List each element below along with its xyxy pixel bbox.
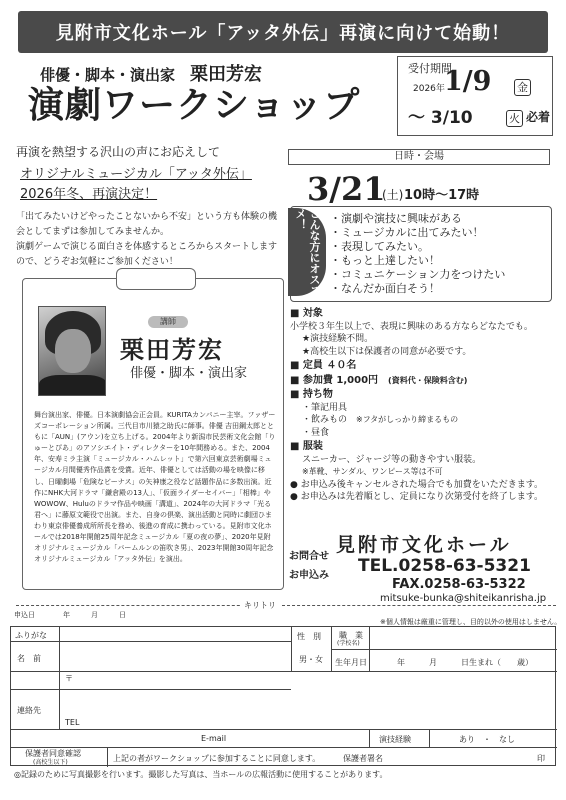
gender-options[interactable]: 男・女 <box>299 655 323 664</box>
recommend-list <box>330 212 505 296</box>
school-label: (学校名) <box>337 640 360 647</box>
postal-mark: 〒 <box>65 674 73 683</box>
cut-line <box>16 605 556 606</box>
subtitle-prefix: 俳優・脚本・演出家 <box>40 66 176 84</box>
fee-note: (資料代・保険料含む) <box>388 375 468 385</box>
contact-fax: FAX.0258-63-5322 <box>392 577 526 592</box>
clip-decoration <box>116 268 196 290</box>
bring-item: ・昼食 <box>302 427 330 438</box>
intro-body <box>16 210 284 270</box>
bring-item-note: ※フタがしっかり締まるもの <box>356 415 459 424</box>
subtitle-name: 栗田芳宏 <box>190 64 263 85</box>
event-time: 10時～17時 <box>404 188 480 203</box>
birth-label: 生年月日 <box>335 658 367 667</box>
contact-venue: 見附市文化ホール <box>336 534 512 556</box>
deadline-end: ～ 3/10 <box>408 108 473 128</box>
event-date: 3/21 <box>307 170 386 208</box>
recommend-item: ・なんだか面白そう！ <box>330 282 440 295</box>
birth-field[interactable]: 年 月 日生まれ（ 歳） <box>397 658 533 667</box>
apply-date: 申込日 年 月 日 <box>14 611 126 619</box>
venue-label: 日時・会場 <box>288 149 550 165</box>
cut-label: キリトリ <box>240 600 280 611</box>
intro-line-1: 再演を熱望する沢山の声にお応えして <box>16 145 221 159</box>
profile-name: 栗田芳宏 <box>120 336 224 364</box>
intro-line-5: 演劇ゲームで演じる面白さを体感するところからスタートしますので、どうぞお気軽にご参加ください！ <box>16 242 278 267</box>
clothes-text: スニーカー、ジャージ等の動きやすい服装。 <box>302 454 482 465</box>
recommend-item: ・もっと上達したい！ <box>330 254 440 267</box>
details-section <box>290 306 556 504</box>
privacy-note: ※個人情報は厳重に管理し、目的以外の使用はしません。 <box>380 618 562 626</box>
start-dow-badge: 金 <box>514 79 531 96</box>
deadline-label: 受付期間 <box>408 62 452 75</box>
bring-item-text: ・飲みもの <box>302 415 348 425</box>
clothes-heading: ■ 服装 <box>290 441 323 452</box>
clothes-note: ※革靴、サンダル、ワンピース等は不可 <box>302 467 443 476</box>
tel-label: TEL <box>65 718 80 727</box>
deadline-start: 1/9 <box>444 66 492 97</box>
target-note-1: ★演技経験不問。 <box>302 334 374 344</box>
recommend-tag: こんな方にオススメ！ <box>288 208 326 296</box>
application-form <box>10 626 556 766</box>
fee-text: ■ 参加費 1,000円 <box>290 374 379 386</box>
guardian-sub: (高校生以下) <box>33 759 68 766</box>
bring-item <box>290 414 556 427</box>
deadline-end-dow <box>506 107 523 127</box>
cancel-note: ● お申込み後キャンセルされた場合でも加費をいただきます。 <box>290 479 543 490</box>
contact-email[interactable]: mitsuke-bunka@shiteikanrisha.jp <box>380 593 547 604</box>
recommend-item: ・コミュニケーション力をつけたい <box>330 268 506 281</box>
fee <box>290 375 556 388</box>
target-heading: ■ 対象 <box>290 308 323 319</box>
contact-tel[interactable]: TEL.0258-63-5321 <box>358 556 531 576</box>
recommend-item: ・表現してみたい。 <box>330 240 429 253</box>
intro-line-2: オリジナルミュージカル「アッタ外伝」 <box>20 167 252 182</box>
profile-role: 俳優・脚本・演出家 <box>130 366 248 381</box>
address-label: 連絡先 <box>17 706 41 715</box>
bring-item: ・筆記用具 <box>302 402 348 413</box>
contact-label-inquiry: お問合せ <box>289 551 329 562</box>
email-label: E-mail <box>201 734 227 743</box>
end-dow-badge: 火 <box>506 110 523 127</box>
page-title: 演劇ワークショップ <box>28 85 361 126</box>
name-label: 名 前 <box>17 654 41 663</box>
header-banner: 見附市文化ホール「アッタ外伝」再演に向けて始動！ <box>18 11 548 53</box>
intro-line-3: 2026年冬、再演決定！ <box>20 187 158 202</box>
guardian-text: 上記の者がワークショップに参加することに同意します。 <box>113 754 321 763</box>
profile-bio: 舞台演出家、俳優。日本演劇協会正会員。KURITAカンパニー主宰。ファザーズコーポレーション所属。三代目市川猿之助氏に師事。俳優 吉田鋼太郎とともに「AUN」(アウン)を立ち上げる。2004年より新潟市民芸術文化会館「りゅーとぴあ」のアソシエイト・ディレクターを10年間務める。また、2004年、安寿ミラ主演「ミュージカル・ハムレット」で第六回東京芸術劇場ミュージカル月間優秀作品賞を受賞。近年、俳優としては活動の場を映像に移し、日曜劇場「危険なビーナス」の矢神康之役など話題作品に多数出演。近作にNHK大河ドラマ「鎌倉殿の13人」、「仮面ライダーセイバー」「相棒」や WOWOW、Huluのドラマ作品や映画「溝道」、2024年の大河ドラマ「光る君へ」に藤原文範役で出演。また、自身の倶楽、演出活動と同時に劇団ひまわり東京俳優養成所所長を務め、後進の育成に携わっている。見附市文化ホールでは2018年開館25周年記念ミュージカル「夏の夜の夢」、2020年見附オリジナルミュージカル「バームルンの笛吹き男」、2023年開館30周年記念オリジナルミュージカル「アッタ外伝」を演出。 <box>34 411 276 564</box>
target-note-2: ★高校生以下は保護者の同意が必要です。 <box>302 346 472 357</box>
footer-note: ◎記録のために写真撮影を行います。撮影した写真は、当ホールの広報活動に使用することがあります。 <box>14 770 388 779</box>
intro-line-4: 「出てみたいけどやったことないから不安」という方も体験の機会としてまずは参加してみませんか。 <box>16 212 278 237</box>
name-field[interactable] <box>63 643 289 669</box>
recommend-item: ・ミュージカルに出てみたい！ <box>330 226 484 239</box>
guardian-label: 保護者同意確認 <box>25 749 81 758</box>
profile-role-tag: 講師 <box>148 316 188 328</box>
recommend-item: ・演劇や演技に興味がある <box>330 212 462 225</box>
deadline-start-dow <box>514 76 531 96</box>
gender-label: 性 別 <box>297 632 321 641</box>
experience-label: 演技経験 <box>379 735 411 744</box>
event-dow: (土) <box>382 188 404 202</box>
guardian-sign-label: 保護者署名 <box>343 754 383 763</box>
deadline-year: 2026年 <box>413 84 445 94</box>
deadline-must: 必着 <box>526 110 551 124</box>
job-label: 職 業 <box>339 631 363 640</box>
target-text: 小学校３年生以上で、表現に興味のある方ならどなたでも。 <box>290 321 533 332</box>
furigana-label: ふりがな <box>15 631 47 640</box>
capacity: ■ 定員 ４０名 <box>290 360 357 371</box>
experience-options[interactable]: あり ・ なし <box>459 735 515 744</box>
first-come-note: ● お申込みは先着順とし、定員になり次第受付を終了します。 <box>290 492 543 502</box>
instructor-photo <box>38 306 106 396</box>
contact-label-apply: お申込み <box>289 570 329 581</box>
seal-mark: 印 <box>537 754 545 763</box>
bring-heading: ■ 持ち物 <box>290 389 333 400</box>
